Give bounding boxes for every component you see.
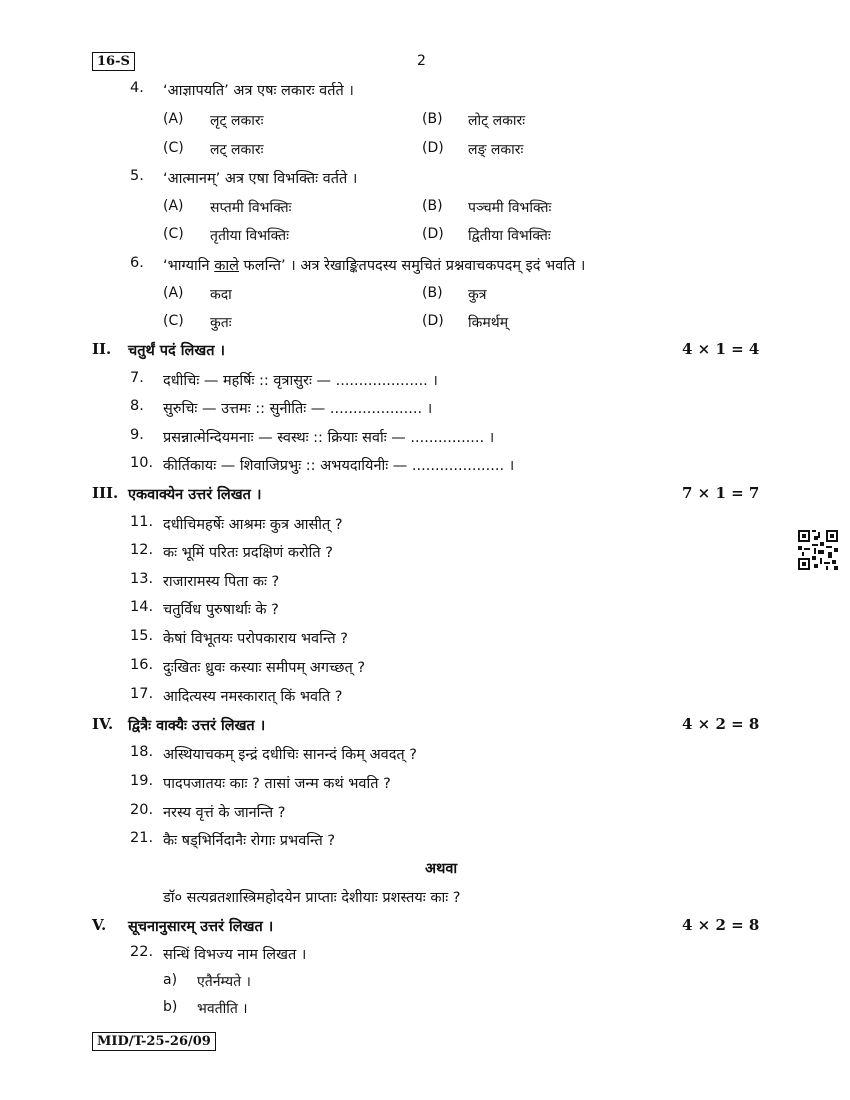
part-text: एतैर्नम्यते । bbox=[197, 974, 251, 990]
question-text: प्रसन्नात्मेन्दियमनाः — स्वस्थः :: क्रियाः सर्वाः — ................ । bbox=[163, 430, 495, 446]
section-marks: 4 × 1 = 4 bbox=[682, 340, 760, 358]
question-text bbox=[163, 255, 585, 275]
question-number: 20. bbox=[130, 802, 154, 818]
option-text: लोट् लकारः bbox=[468, 113, 526, 129]
section-number: III. bbox=[92, 484, 119, 502]
part-label: b) bbox=[163, 999, 178, 1015]
section-marks: 4 × 2 = 8 bbox=[682, 715, 760, 733]
question-text: ‘आत्मानम्’ अत्र एषा विभक्तिः वर्तते । bbox=[163, 171, 358, 187]
question-number: 21. bbox=[130, 830, 154, 846]
question-text: चतुर्विध पुरुषार्थाः के ? bbox=[163, 602, 279, 618]
option-text: तृतीया विभक्तिः bbox=[210, 228, 289, 244]
question-number: 7. bbox=[130, 370, 144, 386]
option-label: (A) bbox=[163, 285, 184, 301]
question-text: दधीचिमहर्षेः आश्रमः कुत्र आसीत् ? bbox=[163, 517, 343, 533]
underlined-word: काले bbox=[214, 258, 239, 274]
option-label: (B) bbox=[422, 285, 443, 301]
question-text: केषां विभूतयः परोपकाराय भवन्ति ? bbox=[163, 631, 348, 647]
question-number: 14. bbox=[130, 599, 154, 615]
question-number: 13. bbox=[130, 571, 154, 587]
section-number: V. bbox=[92, 916, 107, 934]
question-text: कैः षड्भिर्निदानैः रोगाः प्रभवन्ति ? bbox=[163, 833, 336, 849]
option-label: (A) bbox=[163, 111, 184, 127]
question-text: कीर्तिकायः — शिवाजिप्रभुः :: अभयदायिनीः — .................... । bbox=[163, 458, 515, 474]
section-number: IV. bbox=[92, 715, 114, 733]
question-number: 6. bbox=[130, 255, 144, 271]
question-number: 16. bbox=[130, 657, 154, 673]
option-text: कुतः bbox=[210, 315, 232, 331]
footer-code: MID/T-25-26/09 bbox=[92, 1032, 216, 1051]
section-title: सूचनानुसारम् उत्तरं लिखत । bbox=[128, 919, 274, 935]
question-number: 18. bbox=[130, 744, 154, 760]
part-label: a) bbox=[163, 972, 178, 988]
option-text: सप्तमी विभक्तिः bbox=[210, 200, 292, 216]
question-text: डॉ० सत्यव्रतशास्त्रिमहोदयेन प्राप्ताः देशीयाः प्रशस्तयः काः ? bbox=[163, 890, 461, 906]
or-label: अथवा bbox=[425, 861, 458, 877]
page-number: 2 bbox=[417, 53, 426, 69]
option-text: कुत्र bbox=[468, 287, 487, 303]
option-text: कदा bbox=[210, 287, 232, 303]
option-label: (C) bbox=[163, 140, 184, 156]
option-text: द्वितीया विभक्तिः bbox=[468, 228, 551, 244]
option-label: (D) bbox=[422, 226, 444, 242]
option-text: लङ् लकारः bbox=[468, 142, 524, 158]
question-text: नरस्य वृत्तं के जानन्ति ? bbox=[163, 805, 286, 821]
question-number: 11. bbox=[130, 514, 154, 530]
question-number: 10. bbox=[130, 455, 154, 471]
question-text-part: ‘भाग्यानि bbox=[163, 258, 215, 274]
option-label: (C) bbox=[163, 313, 184, 329]
question-text: पादपजातयः काः ? तासां जन्म कथं भवति ? bbox=[163, 776, 391, 792]
question-text: दुःखितः ध्रुवः कस्याः समीपम् अगच्छत् ? bbox=[163, 660, 366, 676]
question-text: सन्धिं विभज्य नाम लिखत । bbox=[163, 947, 307, 963]
question-text-part: फलन्ति’ । अत्र रेखाङ्कितपदस्य समुचितं प्रश्नवाचकपदम् इदं भवति । bbox=[238, 258, 586, 274]
option-text: लृट् लकारः bbox=[210, 113, 264, 129]
section-number: II. bbox=[92, 340, 112, 358]
section-marks: 7 × 1 = 7 bbox=[682, 484, 760, 502]
question-text: सुरुचिः — उत्तमः :: सुनीतिः — .................... । bbox=[163, 401, 433, 417]
section-title: चतुर्थं पदं लिखत । bbox=[128, 343, 226, 359]
section-title: एकवाक्येन उत्तरं लिखत । bbox=[128, 487, 262, 503]
option-text: लट् लकारः bbox=[210, 142, 264, 158]
question-text: राजारामस्य पिता कः ? bbox=[163, 574, 280, 590]
paper-code: 16-S bbox=[92, 52, 135, 71]
question-text: आदित्यस्य नमस्कारात् किं भवति ? bbox=[163, 689, 343, 705]
question-number: 12. bbox=[130, 542, 154, 558]
section-title: द्वित्रैः वाक्यैः उत्तरं लिखत । bbox=[128, 718, 266, 734]
section-marks: 4 × 2 = 8 bbox=[682, 916, 760, 934]
option-text: पञ्चमी विभक्तिः bbox=[468, 200, 552, 216]
option-label: (D) bbox=[422, 313, 444, 329]
question-number: 5. bbox=[130, 168, 144, 184]
part-text: भवतीति । bbox=[197, 1001, 248, 1017]
question-number: 8. bbox=[130, 398, 144, 414]
question-number: 19. bbox=[130, 773, 154, 789]
question-number: 15. bbox=[130, 628, 154, 644]
option-label: (C) bbox=[163, 226, 184, 242]
question-text: कः भूमिं परितः प्रदक्षिणं करोति ? bbox=[163, 545, 333, 561]
question-number: 9. bbox=[130, 427, 144, 443]
option-label: (B) bbox=[422, 198, 443, 214]
question-text: अस्थियाचकम् इन्द्रं दधीचिः सानन्दं किम् अवदत् ? bbox=[163, 747, 417, 763]
question-number: 4. bbox=[130, 80, 144, 96]
question-text: दधीचिः — महर्षिः :: वृत्रासुरः — .................... । bbox=[163, 373, 438, 389]
question-number: 17. bbox=[130, 686, 154, 702]
question-text: ‘आज्ञापयति’ अत्र एषः लकारः वर्तते । bbox=[163, 83, 354, 99]
qr-code-icon bbox=[798, 530, 838, 570]
option-label: (D) bbox=[422, 140, 444, 156]
question-number: 22. bbox=[130, 944, 154, 960]
option-label: (B) bbox=[422, 111, 443, 127]
option-label: (A) bbox=[163, 198, 184, 214]
option-text: किमर्थम् bbox=[468, 315, 509, 331]
